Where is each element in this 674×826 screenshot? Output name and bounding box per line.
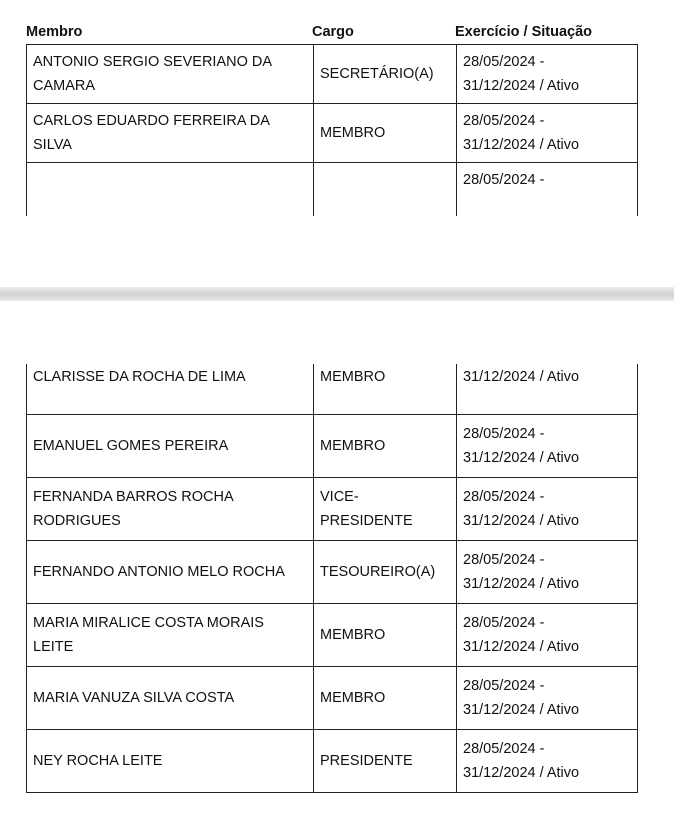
- period-end: 31/12/2024 / Ativo: [463, 639, 580, 655]
- table-row: [27, 415, 638, 478]
- page-section-bottom: [0, 301, 674, 826]
- members-table-page2: [26, 364, 638, 793]
- role-cell: TESOUREIRO(A): [314, 541, 457, 604]
- period-cell: [457, 541, 638, 604]
- table-row: [27, 667, 638, 730]
- period-cell: [457, 364, 638, 415]
- table-row: [27, 163, 638, 217]
- period-end: 31/12/2024 / Ativo: [463, 702, 580, 718]
- members-table-page1: [26, 44, 638, 216]
- role-cell: VICE-PRESIDENTE: [314, 478, 457, 541]
- member-cell: FERNANDO ANTONIO MELO ROCHA: [27, 541, 314, 604]
- role-cell: MEMBRO: [314, 604, 457, 667]
- period-cell: [457, 104, 638, 163]
- table-row: [27, 604, 638, 667]
- period-cell: [457, 478, 638, 541]
- table-row: [27, 45, 638, 104]
- period-start: 28/05/2024 -: [463, 741, 545, 757]
- member-cell: CLARISSE DA ROCHA DE LIMA: [27, 364, 314, 415]
- period-start: 28/05/2024 -: [463, 678, 545, 694]
- table-row: [27, 104, 638, 163]
- period-cell: [457, 415, 638, 478]
- period-end: 31/12/2024 / Ativo: [463, 765, 580, 781]
- period-cell: [457, 730, 638, 793]
- table-row: [27, 364, 638, 415]
- period-cell: [457, 163, 638, 217]
- table-row: [27, 478, 638, 541]
- period-start: 28/05/2024 -: [463, 489, 545, 505]
- member-cell: EMANUEL GOMES PEREIRA: [27, 415, 314, 478]
- role-cell: MEMBRO: [314, 415, 457, 478]
- period-end: 31/12/2024 / Ativo: [463, 450, 580, 466]
- period-end: 31/12/2024 / Ativo: [463, 513, 580, 529]
- member-cell: MARIA VANUZA SILVA COSTA: [27, 667, 314, 730]
- role-cell: PRESIDENTE: [314, 730, 457, 793]
- period-end: 31/12/2024 / Ativo: [463, 78, 580, 94]
- page-section-top: [0, 0, 674, 225]
- period-start: 28/05/2024 -: [463, 113, 545, 129]
- period-start: 28/05/2024 -: [463, 172, 545, 188]
- header-member: Membro: [26, 24, 83, 40]
- member-cell: [27, 163, 314, 217]
- period-start: 28/05/2024 -: [463, 54, 545, 70]
- period-end: 31/12/2024 / Ativo: [463, 576, 580, 592]
- member-cell: FERNANDA BARROS ROCHA RODRIGUES: [27, 478, 314, 541]
- role-cell: MEMBRO: [314, 104, 457, 163]
- page-separator: [0, 287, 674, 301]
- role-cell: MEMBRO: [314, 667, 457, 730]
- period-cell: [457, 45, 638, 104]
- member-cell: NEY ROCHA LEITE: [27, 730, 314, 793]
- member-cell: CARLOS EDUARDO FERREIRA DA SILVA: [27, 104, 314, 163]
- period-end: 31/12/2024 / Ativo: [463, 137, 580, 153]
- period-cell: [457, 667, 638, 730]
- period-start: 28/05/2024 -: [463, 552, 545, 568]
- period-start: 28/05/2024 -: [463, 426, 545, 442]
- member-cell: ANTONIO SERGIO SEVERIANO DA CAMARA: [27, 45, 314, 104]
- period-start: 28/05/2024 -: [463, 615, 545, 631]
- table-row: [27, 541, 638, 604]
- period-cell: [457, 604, 638, 667]
- role-cell: SECRETÁRIO(A): [314, 45, 457, 104]
- role-cell: MEMBRO: [314, 364, 457, 415]
- header-period: Exercício / Situação: [455, 24, 593, 40]
- role-cell: [314, 163, 457, 217]
- period-end: 31/12/2024 / Ativo: [463, 369, 580, 385]
- table-row: [27, 730, 638, 793]
- member-cell: MARIA MIRALICE COSTA MORAIS LEITE: [27, 604, 314, 667]
- header-role: Cargo: [312, 24, 354, 40]
